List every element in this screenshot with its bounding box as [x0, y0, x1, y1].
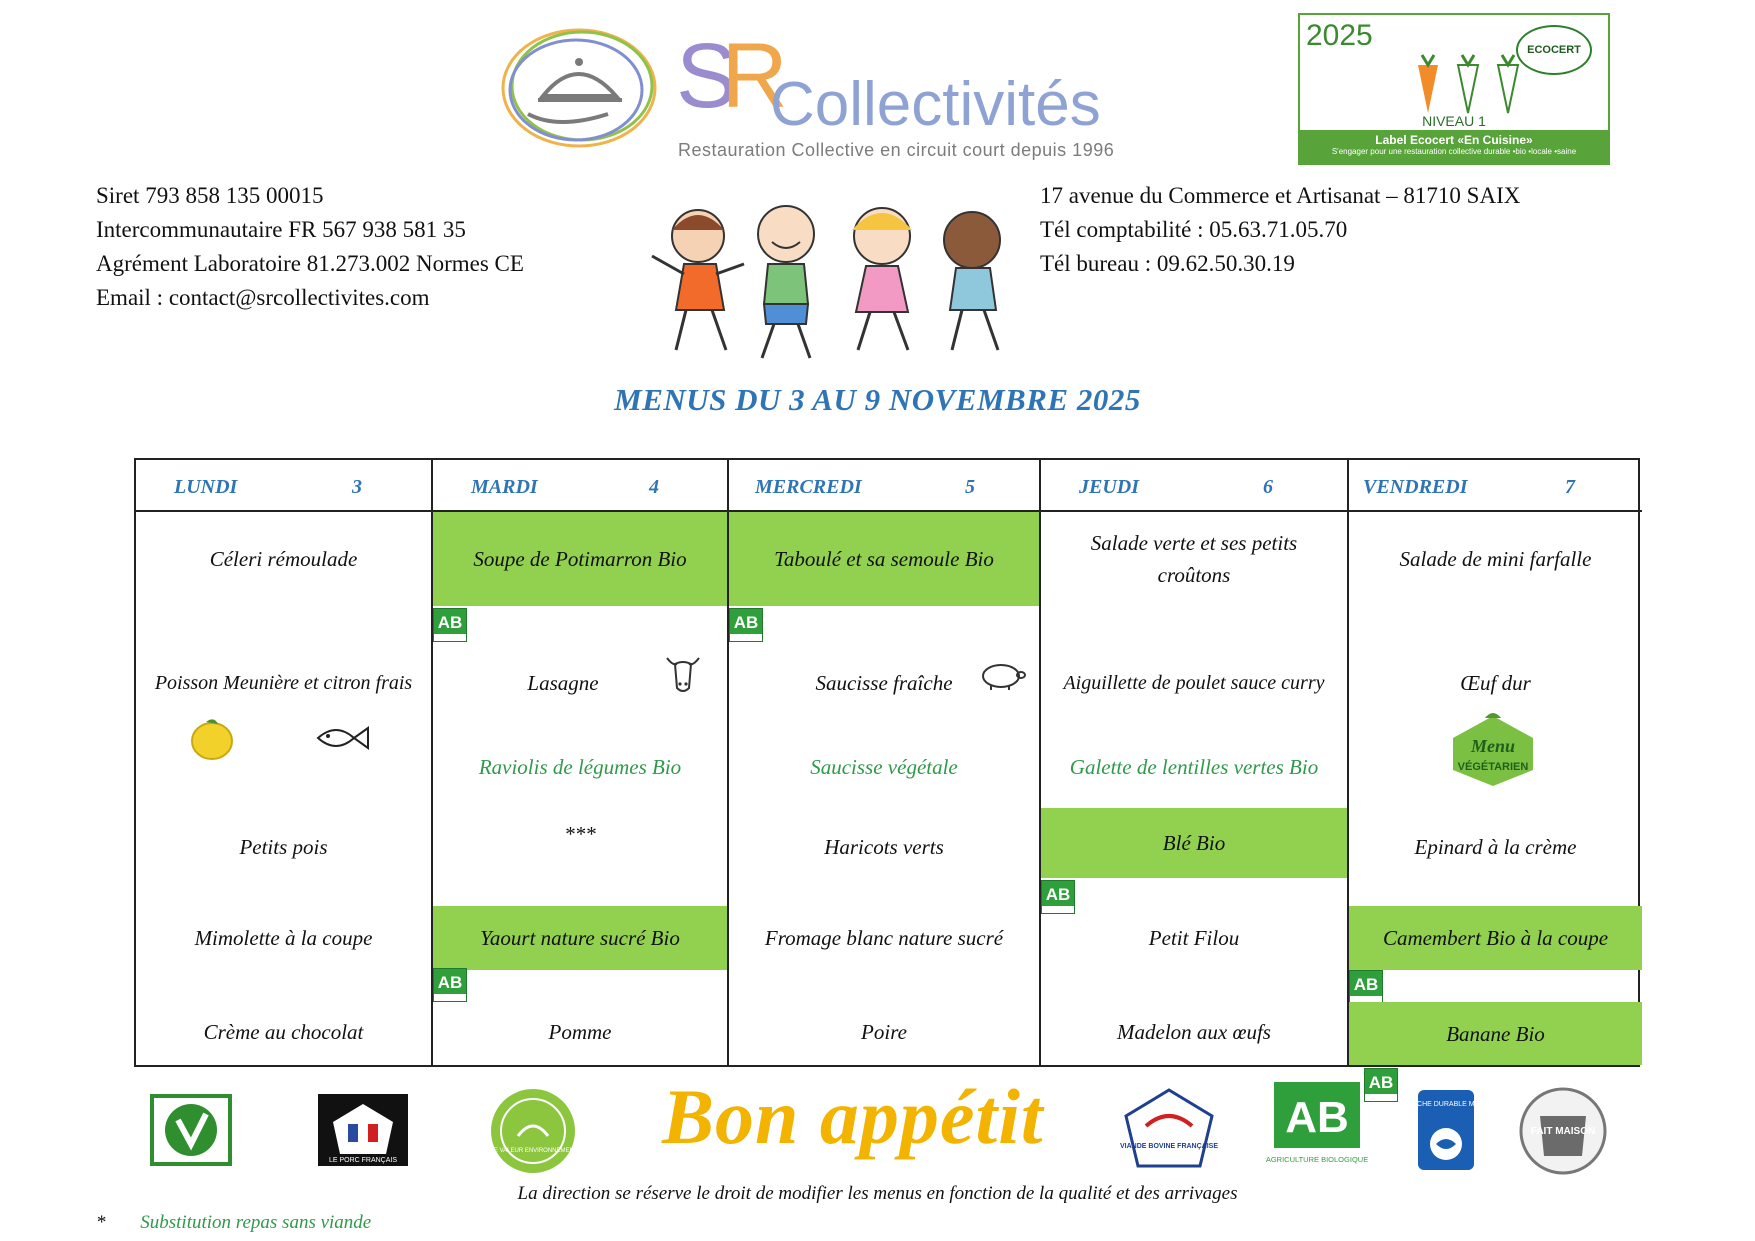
- alt-dish-cell: Galette de lentilles vertes Bio: [1069, 755, 1319, 779]
- day-name: MARDI: [471, 476, 538, 498]
- laitage-cell: Yaourt nature sucré Bio: [433, 906, 727, 970]
- ecocert-level: NIVEAU 1: [1422, 113, 1486, 129]
- ecocert-sub-text: S'engager pour une restauration collective durable •bio •locale •saine: [1331, 147, 1577, 156]
- plat-cell: Saucisse fraîche: [815, 671, 953, 695]
- day-date: 3: [352, 476, 362, 498]
- dessert-cell: Pomme: [548, 1020, 612, 1044]
- disclaimer-text: La direction se réserve le droit de modifier les menus en fonction de la qualité et des arrivages: [517, 1183, 1238, 1204]
- accomp-cell: Blé Bio: [1041, 808, 1347, 878]
- entree-cell: Taboulé et sa semoule Bio: [729, 512, 1039, 606]
- accomp-cell: ***: [564, 822, 596, 846]
- alt-dish-cell: Raviolis de légumes Bio: [478, 755, 682, 779]
- ecocert-seal: ECOCERT: [1516, 25, 1592, 75]
- day-name: VENDREDI: [1363, 476, 1468, 498]
- day-column-mardi: [431, 460, 727, 1065]
- phone-office-line: Tél bureau : 09.62.50.30.19: [1040, 251, 1295, 276]
- plat-cell: Poisson Meunière et citron frais: [154, 672, 413, 694]
- fish-icon: [314, 722, 370, 754]
- day-date: 7: [1565, 476, 1575, 498]
- menu-table: [134, 458, 1640, 1067]
- laitage-cell: Mimolette à la coupe: [194, 926, 373, 950]
- entree-cell: Soupe de Potimarron Bio: [433, 512, 727, 606]
- day-name: LUNDI: [174, 476, 238, 498]
- cloche-logo-icon: [498, 22, 660, 154]
- dessert-cell: Madelon aux œufs: [1117, 1020, 1271, 1044]
- brand-logo: [676, 25, 1216, 160]
- entree-cell: Céleri rémoulade: [209, 547, 358, 571]
- day-column-lundi: [136, 460, 431, 1065]
- accomp-cell: Epinard à la crème: [1414, 835, 1577, 859]
- brand-tagline: Restauration Collective en circuit court depuis 1996: [678, 140, 1115, 160]
- day-header: [1349, 460, 1642, 512]
- email-line: Email : contact@srcollectivites.com: [96, 285, 430, 310]
- laitage-cell: Petit Filou: [1148, 926, 1240, 950]
- pig-icon: [977, 660, 1027, 692]
- brand-initials: SR: [676, 25, 778, 127]
- day-date: 4: [649, 476, 659, 498]
- phone-accounting-line: Tél comptabilité : 05.63.71.05.70: [1040, 217, 1348, 242]
- plat-cell: Lasagne: [527, 671, 599, 695]
- brand-name: Collectivités: [770, 70, 1101, 139]
- substitution-text: Substitution repas sans viande: [140, 1212, 372, 1233]
- vat-line: Intercommunautaire FR 567 938 581 35: [96, 217, 466, 242]
- ab-organic-icon: AB: [433, 968, 467, 1002]
- day-date: 5: [965, 476, 975, 498]
- svg-text:LE PORC FRANÇAIS: LE PORC FRANÇAIS: [328, 1157, 398, 1164]
- svg-text:VIANDE BOVINE FRANÇAISE: VIANDE BOVINE FRANÇAISE: [1119, 1143, 1219, 1150]
- day-name: MERCREDI: [755, 476, 862, 498]
- contact-info: [1040, 179, 1520, 281]
- viande-bovine-francaise-icon: [1120, 1086, 1218, 1172]
- accomp-cell: Petits pois: [239, 835, 328, 859]
- day-header: [729, 460, 1039, 512]
- porc-francais-icon: [318, 1094, 408, 1166]
- kids-illustration: [646, 200, 1026, 366]
- ab-organic-icon: AB: [729, 608, 763, 642]
- svg-text:VÉGÉTARIEN: VÉGÉTARIEN: [1457, 761, 1529, 773]
- bon-appetit-text: Bon appétit: [662, 1073, 1044, 1160]
- ecocert-label-badge: [1298, 13, 1610, 165]
- day-header: [1041, 460, 1347, 512]
- lab-approval-line: Agrément Laboratoire 81.273.002 Normes CE: [96, 251, 524, 276]
- laitage-cell: Camembert Bio à la coupe: [1349, 906, 1642, 970]
- entree-cell: Salade verte et ses petits croûtons: [1090, 531, 1298, 587]
- lemon-icon: [188, 716, 236, 762]
- ecocert-band: [1300, 130, 1608, 163]
- svg-text:AGRICULTURE BIOLOGIQUE: AGRICULTURE BIOLOGIQUE: [1265, 1155, 1369, 1164]
- ab-organic-icon: AB: [433, 608, 467, 642]
- dessert-cell: Banane Bio: [1349, 1002, 1642, 1065]
- siret-line: Siret 793 858 135 00015: [96, 183, 324, 208]
- ab-organic-icon: AB: [1041, 880, 1075, 914]
- day-header: [433, 460, 727, 512]
- svg-text:FAIT MAISON: FAIT MAISON: [1530, 1126, 1596, 1137]
- ab-organic-icon: AB: [1349, 970, 1383, 1004]
- day-header: [136, 460, 431, 512]
- carrots-icon: [1410, 51, 1530, 119]
- page-title: MENUS DU 3 AU 9 NOVEMBRE 2025: [614, 382, 1141, 417]
- menu-vegetarien-icon: [1445, 712, 1541, 790]
- ecocert-year: 2025: [1306, 19, 1373, 52]
- cow-icon: [659, 650, 707, 698]
- accomp-cell: Haricots verts: [824, 835, 944, 859]
- entree-cell: Salade de mini farfalle: [1399, 547, 1592, 571]
- dessert-cell: Crème au chocolat: [203, 1020, 364, 1044]
- plat-cell: Œuf dur: [1460, 671, 1531, 695]
- ab-organic-icon: AB: [1364, 1068, 1398, 1102]
- fait-maison-icon: [1518, 1086, 1608, 1176]
- day-column-mercredi: [727, 460, 1039, 1065]
- ecocert-label-text: Label Ecocert «En Cuisine»: [1375, 133, 1533, 147]
- day-column-jeudi: [1039, 460, 1347, 1065]
- dessert-cell: Poire: [861, 1020, 907, 1044]
- laitage-cell: Fromage blanc nature sucré: [764, 926, 1004, 950]
- substitution-mark: *: [96, 1212, 106, 1233]
- day-name: JEUDI: [1079, 476, 1140, 498]
- hve-icon: [477, 1086, 589, 1176]
- svg-text:PÊCHE DURABLE MSC: PÊCHE DURABLE MSC: [1407, 1101, 1485, 1108]
- company-info: [96, 179, 524, 315]
- vegan-icon: [150, 1094, 232, 1166]
- day-column-vendredi: [1347, 460, 1642, 1065]
- svg-text:HAUTE VALEUR ENVIRONNEMENTALE: HAUTE VALEUR ENVIRONNEMENTALE: [477, 1148, 589, 1154]
- plat-cell: Aiguillette de poulet sauce curry: [1063, 672, 1325, 694]
- svg-text:Menu: Menu: [1470, 736, 1516, 756]
- address-line: 17 avenue du Commerce et Artisanat – 81710 SAIX: [1040, 183, 1521, 208]
- agriculture-biologique-icon: [1265, 1082, 1369, 1170]
- svg-text:AB: AB: [1285, 1093, 1349, 1142]
- substitution-note: [96, 1212, 371, 1234]
- alt-dish-cell: Saucisse végétale: [810, 755, 958, 779]
- msc-peche-durable-icon: [1407, 1090, 1485, 1170]
- day-date: 6: [1263, 476, 1273, 498]
